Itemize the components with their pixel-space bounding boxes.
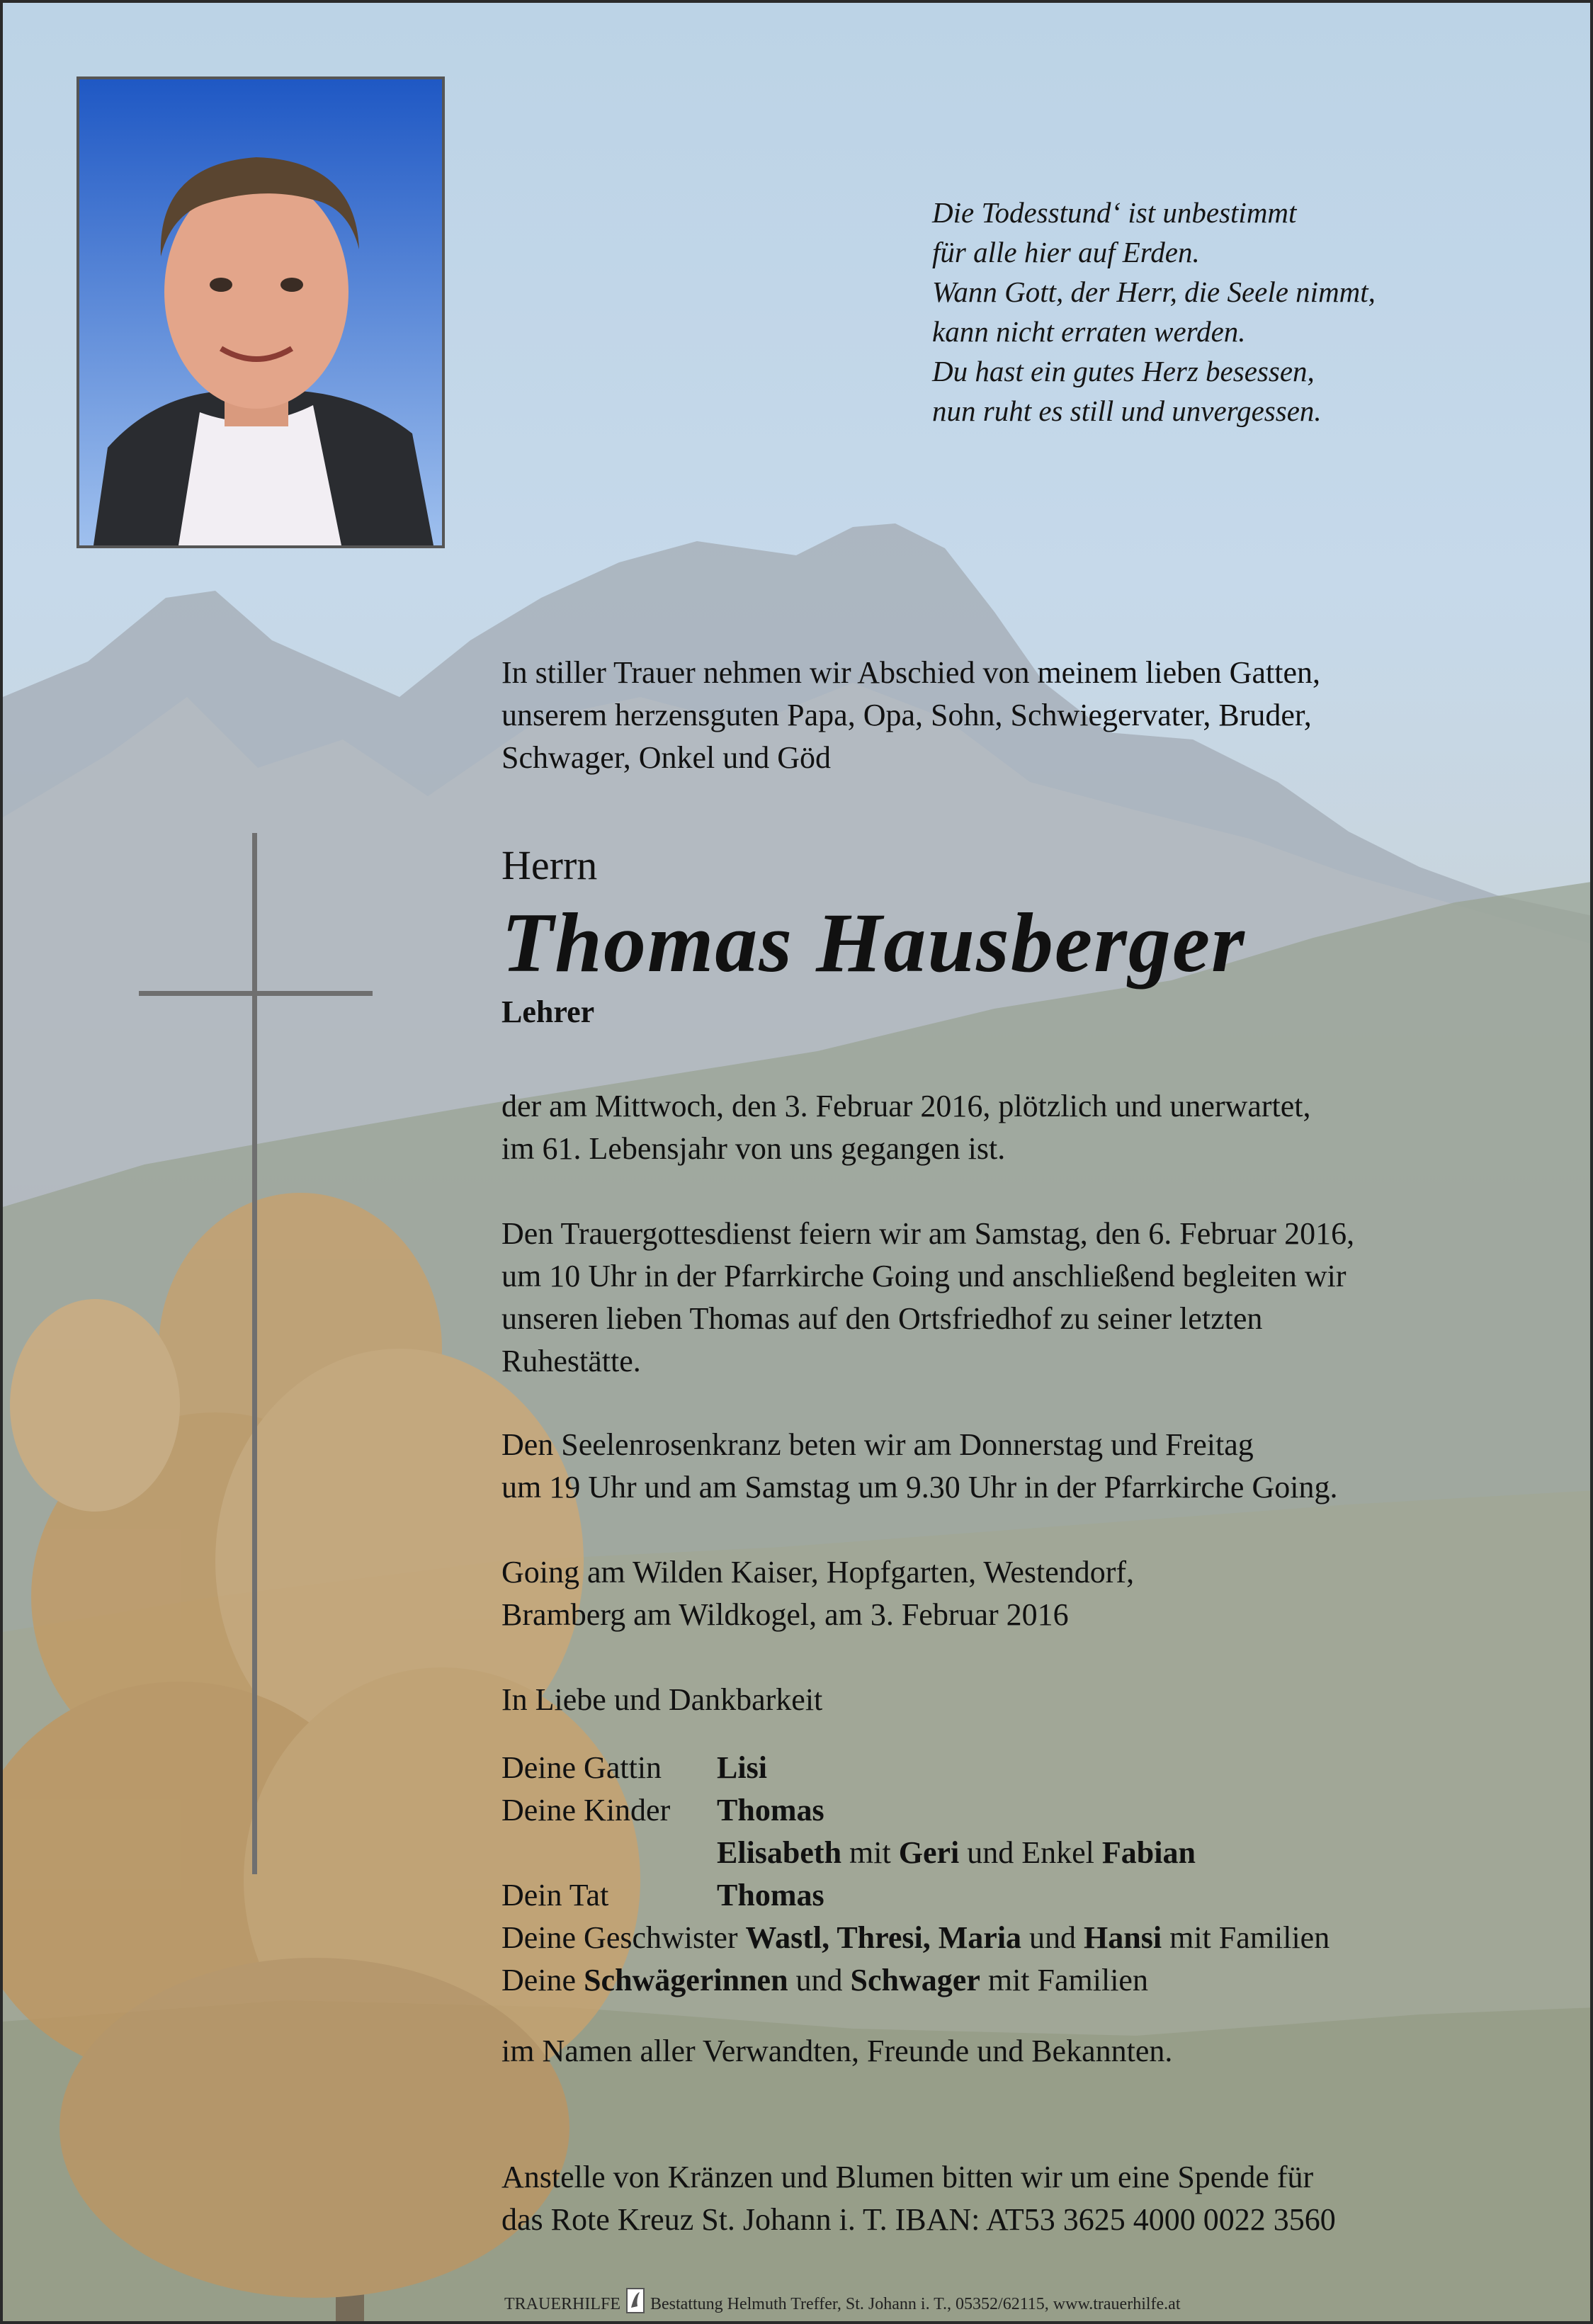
poem-line: kann nicht erraten werden.: [932, 315, 1246, 348]
rosary-line: Den Seelenrosenkranz beten wir am Donnerstag und Freitag: [501, 1427, 1254, 1462]
connector-text: mit Familien: [987, 1963, 1148, 1997]
poem-line: Du hast ein gutes Herz besessen,: [932, 355, 1315, 387]
brand-name: TRAUERHILFE: [504, 2295, 620, 2313]
donation-line: das Rote Kreuz St. Johann i. T. IBAN: AT53 3625 4000 0022 3560: [501, 2202, 1336, 2237]
death-notice-line: der am Mittwoch, den 3. Februar 2016, plötzlich und unerwartet,: [501, 1089, 1311, 1123]
service-line: um 10 Uhr in der Pfarrkirche Going und anschließend begleiten wir: [501, 1259, 1347, 1293]
mourner-row-father: [501, 1874, 1330, 1917]
relation-label: Deine Gattin: [501, 1750, 662, 1785]
donation-line: Anstelle von Kränzen und Blumen bitten wir um eine Spende für: [501, 2160, 1314, 2194]
poem-line: Wann Gott, der Herr, die Seele nimmt,: [932, 276, 1376, 308]
relative-name: Schwägerinnen: [584, 1963, 788, 1997]
place-and-date: [501, 1551, 1134, 1636]
honorific: Herrn: [501, 842, 598, 888]
relative-name: Schwager: [850, 1963, 980, 1997]
portrait-illustration: [79, 79, 442, 545]
deceased-name: Thomas Hausberger: [501, 895, 1246, 990]
portrait-photo: [76, 76, 445, 548]
poem-verse: [932, 193, 1499, 431]
relative-name: Hansi: [1084, 1920, 1162, 1955]
poem-line: Die Todesstund‘ ist unbestimmt: [932, 196, 1297, 229]
relation-label: Deine Kinder: [501, 1793, 671, 1827]
connector-text: und: [1029, 1920, 1077, 1955]
mourners-list: [501, 1747, 1330, 2002]
death-notice: [501, 1085, 1310, 1170]
service-line: unseren lieben Thomas auf den Ortsfriedhof zu seiner letzten: [501, 1301, 1263, 1336]
occupation: Lehrer: [501, 994, 595, 1029]
intro-paragraph: [501, 652, 1320, 779]
relative-name: Elisabeth: [717, 1835, 842, 1870]
relative-name: Thomas: [717, 1793, 824, 1827]
relative-name: Fabian: [1101, 1835, 1196, 1870]
funeral-home-footer: [504, 2288, 1181, 2314]
mourner-row-in-laws: [501, 1959, 1330, 2002]
connector-text: mit: [849, 1835, 891, 1870]
service-line: Ruhestätte.: [501, 1344, 641, 1378]
intro-line: Schwager, Onkel und Göd: [501, 740, 832, 775]
intro-line: In stiller Trauer nehmen wir Abschied von meinem lieben Gatten,: [501, 655, 1320, 690]
relation-label: Deine Geschwister: [501, 1920, 738, 1955]
poem-line: für alle hier auf Erden.: [932, 236, 1200, 268]
place-date-line: Going am Wilden Kaiser, Hopfgarten, Westendorf,: [501, 1555, 1135, 1589]
intro-line: unserem herzensguten Papa, Opa, Sohn, Schwiegervater, Bruder,: [501, 698, 1312, 732]
relative-name: Geri: [898, 1835, 960, 1870]
mourner-row-children-2: [501, 1832, 1330, 1874]
love-line: In Liebe und Dankbarkeit: [501, 1682, 823, 1717]
service-line: Den Trauergottesdienst feiern wir am Samstag, den 6. Februar 2016,: [501, 1216, 1355, 1251]
connector-text: und Enkel: [967, 1835, 1094, 1870]
relative-name: Wastl, Thresi, Maria: [745, 1920, 1022, 1955]
death-notice-line: im 61. Lebensjahr von uns gegangen ist.: [501, 1131, 1006, 1166]
mourner-row-siblings: [501, 1917, 1330, 1959]
funeral-service: [501, 1213, 1354, 1383]
place-date-line: Bramberg am Wildkogel, am 3. Februar 2016: [501, 1597, 1069, 1632]
poem-line: nun ruht es still und unvergessen.: [932, 395, 1322, 427]
relation-label: Deine: [501, 1963, 577, 1997]
connector-text: mit Familien: [1169, 1920, 1330, 1955]
connector-text: und: [795, 1963, 843, 1997]
rosary-line: um 19 Uhr und am Samstag um 9.30 Uhr in der Pfarrkirche Going.: [501, 1470, 1338, 1504]
relation-label: Dein Tat: [501, 1878, 609, 1912]
trauerhilfe-logo-icon: [626, 2288, 645, 2313]
rosary-notice: [501, 1424, 1337, 1509]
relative-name: Thomas: [717, 1878, 824, 1912]
funeral-home-details: Bestattung Helmuth Treffer, St. Johann i. T., 05352/62115, www.trauerhilfe.at: [650, 2295, 1181, 2313]
relative-name: Lisi: [717, 1750, 767, 1785]
mourner-row-children: [501, 1789, 1330, 1832]
closing-line: im Namen aller Verwandten, Freunde und Bekannten.: [501, 2034, 1173, 2068]
donation-request: [501, 2156, 1336, 2241]
mourner-row-wife: [501, 1747, 1330, 1789]
